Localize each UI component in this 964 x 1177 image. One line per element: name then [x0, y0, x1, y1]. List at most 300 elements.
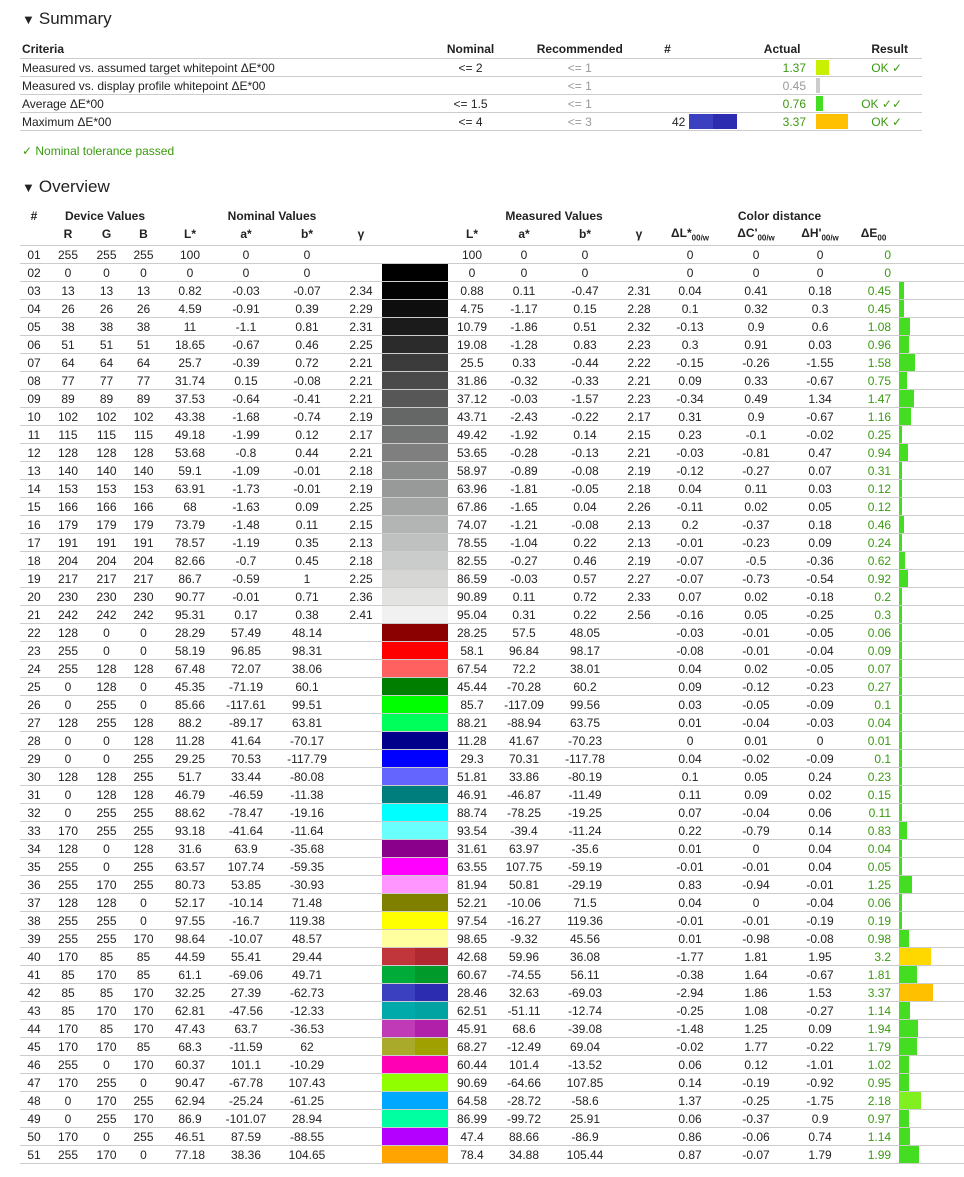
- measured-b: 0.04: [552, 498, 618, 516]
- group-device-values: Device Values: [64, 208, 146, 223]
- nominal-L: 68: [162, 498, 218, 516]
- device-r: 0: [48, 750, 88, 768]
- delta-E-bar: [899, 804, 902, 821]
- nominal-b: 71.48: [274, 894, 340, 912]
- delta-L: 0: [660, 732, 720, 750]
- measured-b: -58.6: [552, 1092, 618, 1110]
- delta-L: -0.02: [660, 1038, 720, 1056]
- delta-E-bar: [899, 588, 902, 605]
- nominal-L: 88.2: [162, 714, 218, 732]
- nominal-swatch: [382, 1038, 415, 1055]
- color-swatch: [382, 300, 448, 318]
- table-row: [20, 984, 964, 1002]
- nominal-a: 55.41: [218, 948, 274, 966]
- delta-L: -0.11: [660, 498, 720, 516]
- device-b: 115: [125, 426, 162, 444]
- measured-L: 37.12: [448, 390, 496, 408]
- measured-gamma: 2.18: [618, 480, 660, 498]
- delta-L: -1.48: [660, 1020, 720, 1038]
- measured-L: 63.55: [448, 858, 496, 876]
- table-row: [20, 354, 964, 372]
- nominal-b: 29.44: [274, 948, 340, 966]
- delta-L: 0.06: [660, 1110, 720, 1128]
- nominal-swatch: [382, 1146, 415, 1163]
- summary-row: [20, 59, 922, 77]
- nominal-gamma: 2.19: [340, 480, 382, 498]
- row-number: 17: [20, 534, 48, 552]
- measured-a: 59.96: [496, 948, 552, 966]
- row-number: 44: [20, 1020, 48, 1038]
- delta-C: -0.37: [720, 1110, 792, 1128]
- count-value: [648, 59, 688, 77]
- nominal-swatch: [382, 498, 415, 515]
- delta-C: 0.9: [720, 318, 792, 336]
- measured-gamma: 2.21: [618, 444, 660, 462]
- nominal-gamma: 2.21: [340, 390, 382, 408]
- tolerance-status: ✓ Nominal tolerance passed: [22, 144, 175, 158]
- col-measured-a: a*: [518, 227, 530, 241]
- delta-E-bar: [899, 462, 902, 479]
- device-b: 26: [125, 300, 162, 318]
- measured-L: 47.4: [448, 1128, 496, 1146]
- nominal-gamma: [340, 1146, 382, 1164]
- delta-L: 0: [660, 246, 720, 264]
- delta-H: -1.01: [792, 1056, 848, 1074]
- delta-E-bar: [899, 498, 902, 515]
- color-swatch: [382, 642, 448, 660]
- measured-L: 0: [448, 264, 496, 282]
- actual-bar: [816, 78, 820, 93]
- nominal-a: -67.78: [218, 1074, 274, 1092]
- delta-E-bar: [899, 426, 902, 443]
- delta-L: 0.09: [660, 372, 720, 390]
- delta-H: -0.19: [792, 912, 848, 930]
- measured-b: 105.44: [552, 1146, 618, 1164]
- delta-H: -0.25: [792, 606, 848, 624]
- nominal-value: <= 4: [458, 114, 483, 129]
- delta-E: 0.04: [848, 714, 899, 732]
- delta-H: -0.18: [792, 588, 848, 606]
- nominal-a: -47.56: [218, 1002, 274, 1020]
- table-row: [20, 624, 964, 642]
- criteria-label: Average ΔE*00: [22, 96, 104, 111]
- col-criteria: Criteria: [22, 42, 65, 56]
- measured-gamma: 2.19: [618, 462, 660, 480]
- result-value: OK ✓: [871, 114, 902, 129]
- table-row: [20, 912, 964, 930]
- measured-b: 25.91: [552, 1110, 618, 1128]
- delta-E: 0.1: [848, 750, 899, 768]
- device-b: 170: [125, 1002, 162, 1020]
- color-swatch: [382, 390, 448, 408]
- measured-swatch: [415, 534, 448, 551]
- device-b: 0: [125, 678, 162, 696]
- delta-C: 0.02: [720, 588, 792, 606]
- nominal-b: 0.11: [274, 516, 340, 534]
- summary-heading[interactable]: ▼ Summary: [22, 9, 112, 28]
- nominal-b: 107.43: [274, 1074, 340, 1092]
- device-r: 0: [48, 732, 88, 750]
- delta-E: 1.25: [848, 876, 899, 894]
- table-row: [20, 426, 964, 444]
- nominal-b: -59.35: [274, 858, 340, 876]
- delta-E-bar: [899, 1074, 909, 1091]
- delta-C: 0.33: [720, 372, 792, 390]
- device-r: 170: [48, 1038, 88, 1056]
- measured-swatch: [415, 408, 448, 425]
- measured-gamma: [618, 1002, 660, 1020]
- measured-L: 52.21: [448, 894, 496, 912]
- nominal-a: 70.53: [218, 750, 274, 768]
- device-r: 255: [48, 1146, 88, 1164]
- nominal-a: -117.61: [218, 696, 274, 714]
- col-actual: Actual: [763, 42, 801, 56]
- row-number: 32: [20, 804, 48, 822]
- nominal-gamma: 2.18: [340, 552, 382, 570]
- nominal-swatch: [382, 444, 415, 461]
- delta-C: -0.23: [720, 534, 792, 552]
- nominal-b: 0.38: [274, 606, 340, 624]
- col-delta-L: $\Delta L*_{00/w}$: [671, 225, 710, 243]
- measured-a: 33.86: [496, 768, 552, 786]
- device-g: 0: [88, 840, 125, 858]
- delta-E-bar: [899, 318, 910, 335]
- nominal-swatch: [382, 426, 415, 443]
- device-b: 0: [125, 624, 162, 642]
- device-r: 255: [48, 246, 88, 264]
- delta-E-bar: [899, 408, 911, 425]
- delta-C: 0.12: [720, 1056, 792, 1074]
- nominal-b: 0.35: [274, 534, 340, 552]
- measured-a: 63.97: [496, 840, 552, 858]
- device-r: 26: [48, 300, 88, 318]
- delta-E-bar: [899, 678, 902, 695]
- table-row: [20, 264, 964, 282]
- nominal-a: -46.59: [218, 786, 274, 804]
- measured-b: -80.19: [552, 768, 618, 786]
- color-swatch: [382, 840, 448, 858]
- device-r: 85: [48, 984, 88, 1002]
- nominal-swatch: [382, 534, 415, 551]
- delta-E: 0.97: [848, 1110, 899, 1128]
- measured-gamma: [618, 768, 660, 786]
- measured-swatch: [415, 930, 448, 947]
- nominal-L: 88.62: [162, 804, 218, 822]
- summary-row: [20, 77, 922, 95]
- nominal-gamma: 2.17: [340, 426, 382, 444]
- collapse-triangle-icon[interactable]: ▼: [22, 12, 35, 27]
- measured-a: 101.4: [496, 1056, 552, 1074]
- device-g: 204: [88, 552, 125, 570]
- nominal-gamma: [340, 984, 382, 1002]
- measured-gamma: 2.23: [618, 390, 660, 408]
- measured-a: -74.55: [496, 966, 552, 984]
- delta-E: 1.94: [848, 1020, 899, 1038]
- device-g: 170: [88, 1146, 125, 1164]
- color-swatch: [382, 318, 448, 336]
- nominal-a: 107.74: [218, 858, 274, 876]
- measured-gamma: [618, 786, 660, 804]
- nominal-b: 119.38: [274, 912, 340, 930]
- nominal-L: 77.18: [162, 1146, 218, 1164]
- table-row: [20, 588, 964, 606]
- nominal-b: 98.31: [274, 642, 340, 660]
- delta-E: 0.98: [848, 930, 899, 948]
- device-r: 179: [48, 516, 88, 534]
- table-row: [20, 930, 964, 948]
- nominal-b: 104.65: [274, 1146, 340, 1164]
- delta-L: 0.86: [660, 1128, 720, 1146]
- nominal-L: 46.51: [162, 1128, 218, 1146]
- measured-gamma: 2.27: [618, 570, 660, 588]
- measured-L: 10.79: [448, 318, 496, 336]
- nominal-L: 62.81: [162, 1002, 218, 1020]
- nominal-L: 100: [162, 246, 218, 264]
- device-b: 255: [125, 750, 162, 768]
- nominal-gamma: [340, 246, 382, 264]
- delta-E-bar: [899, 822, 907, 839]
- device-r: 255: [48, 660, 88, 678]
- device-r: 64: [48, 354, 88, 372]
- actual-value: 3.37: [782, 114, 807, 129]
- measured-gamma: [618, 642, 660, 660]
- nominal-swatch: [382, 714, 415, 731]
- measured-L: 45.44: [448, 678, 496, 696]
- nominal-swatch: [382, 678, 415, 695]
- device-b: 85: [125, 1038, 162, 1056]
- nominal-swatch: [382, 606, 415, 623]
- measured-L: 78.55: [448, 534, 496, 552]
- measured-swatch: [415, 552, 448, 569]
- delta-E: 1.08: [848, 318, 899, 336]
- nominal-b: 38.06: [274, 660, 340, 678]
- measured-gamma: 2.22: [618, 354, 660, 372]
- nominal-L: 90.47: [162, 1074, 218, 1092]
- row-number: 19: [20, 570, 48, 588]
- device-b: 128: [125, 840, 162, 858]
- table-row: [20, 318, 964, 336]
- measured-a: 70.31: [496, 750, 552, 768]
- delta-E-bar: [899, 336, 909, 353]
- row-number: 46: [20, 1056, 48, 1074]
- criteria-label: Measured vs. display profile whitepoint ΔE*00: [22, 78, 266, 93]
- device-g: 255: [88, 1074, 125, 1092]
- actual-bar: [816, 60, 829, 75]
- delta-C: 1.08: [720, 1002, 792, 1020]
- measured-a: -78.25: [496, 804, 552, 822]
- measured-swatch: [415, 984, 448, 1001]
- device-b: 255: [125, 1092, 162, 1110]
- device-b: 13: [125, 282, 162, 300]
- delta-H: 0.06: [792, 804, 848, 822]
- measured-L: 88.74: [448, 804, 496, 822]
- device-r: 242: [48, 606, 88, 624]
- device-b: 128: [125, 444, 162, 462]
- device-b: 230: [125, 588, 162, 606]
- measured-gamma: [618, 840, 660, 858]
- table-row: [20, 480, 964, 498]
- measured-a: -0.89: [496, 462, 552, 480]
- delta-H: -0.02: [792, 426, 848, 444]
- nominal-gamma: 2.18: [340, 462, 382, 480]
- color-swatch: [382, 696, 448, 714]
- nominal-gamma: [340, 894, 382, 912]
- color-swatch: [382, 1056, 448, 1074]
- measured-b: -0.22: [552, 408, 618, 426]
- nominal-gamma: [340, 1128, 382, 1146]
- nominal-swatch: [382, 246, 415, 263]
- device-g: 85: [88, 1020, 125, 1038]
- table-row: [20, 732, 964, 750]
- device-b: 179: [125, 516, 162, 534]
- device-b: 89: [125, 390, 162, 408]
- measured-swatch: [415, 840, 448, 857]
- delta-H: -0.36: [792, 552, 848, 570]
- device-g: 26: [88, 300, 125, 318]
- delta-C: -0.02: [720, 750, 792, 768]
- nominal-swatch: [382, 948, 415, 965]
- delta-C: -0.79: [720, 822, 792, 840]
- nominal-gamma: [340, 1056, 382, 1074]
- measured-a: -1.86: [496, 318, 552, 336]
- device-r: 38: [48, 318, 88, 336]
- delta-E-bar: [899, 768, 902, 785]
- table-row: [20, 1020, 964, 1038]
- delta-H: 1.34: [792, 390, 848, 408]
- nominal-swatch: [382, 408, 415, 425]
- delta-H: -0.05: [792, 624, 848, 642]
- color-swatch: [382, 1146, 448, 1164]
- measured-b: 0.46: [552, 552, 618, 570]
- nominal-gamma: 2.36: [340, 588, 382, 606]
- nominal-L: 86.7: [162, 570, 218, 588]
- nominal-b: 48.57: [274, 930, 340, 948]
- delta-C: 0: [720, 894, 792, 912]
- nominal-swatch: [382, 750, 415, 767]
- delta-H: -0.67: [792, 372, 848, 390]
- nominal-L: 90.77: [162, 588, 218, 606]
- measured-L: 29.3: [448, 750, 496, 768]
- nominal-gamma: 2.21: [340, 354, 382, 372]
- measured-b: 0.57: [552, 570, 618, 588]
- delta-E-bar: [899, 786, 902, 803]
- measured-a: -12.49: [496, 1038, 552, 1056]
- device-b: 85: [125, 966, 162, 984]
- delta-E: 0.95: [848, 1074, 899, 1092]
- device-g: 255: [88, 696, 125, 714]
- nominal-swatch: [382, 300, 415, 317]
- row-number: 51: [20, 1146, 48, 1164]
- measured-a: 57.5: [496, 624, 552, 642]
- delta-H: -0.67: [792, 966, 848, 984]
- nominal-a: -1.1: [218, 318, 274, 336]
- device-g: 0: [88, 642, 125, 660]
- nominal-L: 67.48: [162, 660, 218, 678]
- measured-swatch: [415, 660, 448, 677]
- nominal-L: 95.31: [162, 606, 218, 624]
- nominal-gamma: [340, 1020, 382, 1038]
- row-number: 14: [20, 480, 48, 498]
- col-recommended: Recommended: [536, 42, 623, 56]
- measured-L: 85.7: [448, 696, 496, 714]
- measured-L: 81.94: [448, 876, 496, 894]
- overview-heading[interactable]: ▼ Overview: [22, 177, 110, 196]
- device-b: 0: [125, 642, 162, 660]
- measured-a: -99.72: [496, 1110, 552, 1128]
- measured-gamma: 2.28: [618, 300, 660, 318]
- measured-L: 60.44: [448, 1056, 496, 1074]
- measured-b: 36.08: [552, 948, 618, 966]
- device-g: 85: [88, 984, 125, 1002]
- row-number: 37: [20, 894, 48, 912]
- measured-swatch: [415, 1038, 448, 1055]
- nominal-L: 47.43: [162, 1020, 218, 1038]
- collapse-triangle-icon[interactable]: ▼: [22, 180, 35, 195]
- nominal-L: 82.66: [162, 552, 218, 570]
- summary-row: [20, 95, 922, 113]
- nominal-gamma: [340, 264, 382, 282]
- nominal-swatch: [382, 804, 415, 821]
- delta-C: 1.81: [720, 948, 792, 966]
- delta-E-bar: [899, 966, 917, 983]
- nominal-a: -0.01: [218, 588, 274, 606]
- device-r: 0: [48, 678, 88, 696]
- nominal-b: 0.44: [274, 444, 340, 462]
- nominal-gamma: 2.15: [340, 516, 382, 534]
- measured-L: 95.04: [448, 606, 496, 624]
- delta-E: 0: [848, 264, 899, 282]
- delta-L: 1.37: [660, 1092, 720, 1110]
- device-r: 217: [48, 570, 88, 588]
- row-number: 33: [20, 822, 48, 840]
- table-row: [20, 822, 964, 840]
- measured-swatch: [415, 696, 448, 713]
- delta-E: 0.24: [848, 534, 899, 552]
- measured-b: -13.52: [552, 1056, 618, 1074]
- delta-L: -0.01: [660, 858, 720, 876]
- measured-gamma: 2.17: [618, 408, 660, 426]
- nominal-a: 38.36: [218, 1146, 274, 1164]
- row-number: 20: [20, 588, 48, 606]
- delta-H: -0.54: [792, 570, 848, 588]
- nominal-gamma: [340, 768, 382, 786]
- device-b: 170: [125, 930, 162, 948]
- nominal-gamma: 2.34: [340, 282, 382, 300]
- delta-C: -0.01: [720, 858, 792, 876]
- table-row: [20, 1002, 964, 1020]
- color-swatch: [382, 516, 448, 534]
- delta-L: 0.07: [660, 588, 720, 606]
- measured-b: -0.13: [552, 444, 618, 462]
- nominal-gamma: 2.25: [340, 336, 382, 354]
- measured-a: -1.81: [496, 480, 552, 498]
- measured-L: 88.21: [448, 714, 496, 732]
- measured-b: -0.47: [552, 282, 618, 300]
- nominal-swatch: [382, 1074, 415, 1091]
- measured-b: 60.2: [552, 678, 618, 696]
- device-r: 0: [48, 696, 88, 714]
- measured-L: 67.54: [448, 660, 496, 678]
- delta-L: 0.09: [660, 678, 720, 696]
- color-swatch: [382, 570, 448, 588]
- table-row: [20, 858, 964, 876]
- device-r: 191: [48, 534, 88, 552]
- measured-swatch: [415, 1020, 448, 1037]
- measured-gamma: 2.23: [618, 336, 660, 354]
- delta-C: 0.05: [720, 606, 792, 624]
- measured-L: 64.58: [448, 1092, 496, 1110]
- device-b: 166: [125, 498, 162, 516]
